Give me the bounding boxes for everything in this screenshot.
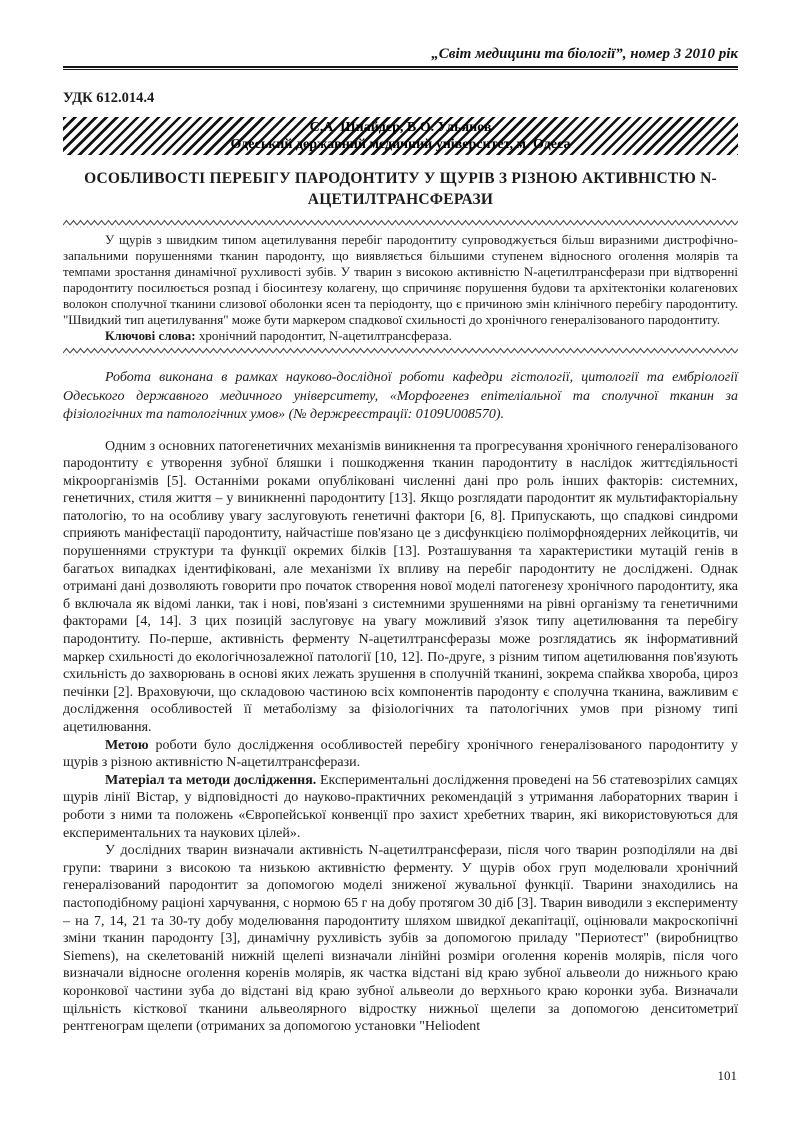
article-title: ОСОБЛИВОСТІ ПЕРЕБІГУ ПАРОДОНТИТУ У ЩУРІВ З РІЗНОЮ АКТИВНІСТЮ N-АЦЕТИЛТРАНСФЕРАЗИ xyxy=(84,170,717,208)
zigzag-pattern-icon xyxy=(63,219,738,228)
journal-header-line: „Світ медицини та біології”, номер 3 2010 рік xyxy=(431,46,738,62)
methods-text: Експериментальні дослідження проведені на 56 статевозрілих самцях щурів лінії Вістар, у відповідності до науково-практичних рекомендацій з утримання лабораторних тварин і роботи з ними та положень «Європейської конвенції про захист хребетних тварин, які використовуються для експериментальних та наукових цілей». xyxy=(63,772,738,841)
keywords-label: Ключові слова: xyxy=(105,328,196,343)
page-number: 101 xyxy=(717,1068,737,1083)
funding-note: Робота виконана в рамках науково-дослідної роботи кафедри гістології, цитології та ембріології Одеського державного медичного університету, «Морфогенез епітеліальної та сполучної тканин за фізіологічних та патологічних умов» (№ держреєстрації: 0109U008570). xyxy=(63,370,738,422)
body-paragraph-aim xyxy=(63,737,738,772)
aim-text: роботи було дослідження особливостей перебігу хронічного генералізованого пародонтиту у щурів з різною активністю N-ацетилтрансферази. xyxy=(63,737,738,771)
methods-lead-label: Матеріал та методи дослідження. xyxy=(105,772,317,788)
authors-band xyxy=(63,117,738,155)
zigzag-pattern-icon xyxy=(63,347,738,356)
udc-code: УДК 612.014.4 xyxy=(63,90,155,106)
zigzag-divider-top xyxy=(63,219,738,228)
abstract-paragraph: У щурів з швидким типом ацетилування перебіг пародонтиту супроводжується більш виразними дистрофічно-запальними порушеннями тканин пародонту, що виявляється більшими ступенем відносного оголення молярів та темпами зростання динамічної рухливості зубів. У тварин з високою активністю N-ацетилтрансферази при відтворенні пародонтиту посилюється розпад і біосинтезу колагену, що спричиняє порушення будови та архітектоніки колагенових волокон сполучної тканини слизової оболонки ясен та періодонту, що є причиною змін клінічного перебігу пародонтиту. "Швидкий тип ацетилування" може бути маркером спадкової схильності до хронічного генералізованого пародонтиту. xyxy=(63,232,738,327)
body-paragraph-intro: Одним з основних патогенетичних механізмів виникнення та прогресування хронічного генералізованого пародонтиту є утворення зубної бляшки і пошкодження тканин пародонтиту в наслідок життєдіяльності мікроорганізмів [5]. Останніми роками опубліковані численні дані про роль інших факторів: системних, генетичних, стиля життя – у виникненні пародонтиту [13]. Якщо розглядати пародонтит як мультифакторіальну патологію, то на особливу увагу заслуговують генетичні фактори [6, 8]. Припускають, що спадкові синдроми сприяють маніфестації пародонтиту, найчастіше пов'язано це з дисфункцією поліморфноядерних лейкоцитів, чи порушеннями структури та функції окремих білків [13]. Розташування та характеристики мутацій генів в багатьох випадках ідентифіковані, але механізми їх впливу на перебіг пародонтиту не досліджені. Однак отримані дані дозволяють говорити про початок створення нової моделі патогенезу хронічного пародонтиту, яка б включала як відомі ланки, так і нові, пов'язані з системними зрушеннями на рівні організму та генетичними факторами [4, 14]. З цих позицій заслуговує на увагу можливий з'язок типу ацетилювання та перебігу пародонтиту. По-перше, активність ферменту N-ацетилтрансферазы може розглядатись як інформативний маркер схильності до екологічнозалежної патології [10, 12]. По-друге, з різним типом ацетилювання пов'язують схильність до захворювань в основі яких лежать зрушення в сполучній тканині, зокрема спайква хвороба, цироз печінки [2]. Враховуючи, що складовою частиною всіх компонентів пародонту є сполучна тканина, важливим є дослідження особливостей її метаболізму за фізіологічних та патологічних умов при різному типі ацетилювання. xyxy=(63,438,738,735)
body-paragraph-methods xyxy=(63,772,738,842)
keywords-text: хронічний пародонтит, N-ацетилтрансфераза. xyxy=(195,328,452,343)
aim-lead-label: Метою xyxy=(105,737,149,753)
article-body xyxy=(63,438,738,1036)
zigzag-divider-bottom xyxy=(63,347,738,356)
body-paragraph-procedure: У дослідних тварин визначали активність N-ацетилтрансферази, після чого тварин розподіляли на дві групи: тварини з високою та низькою активністю ферменту. У щурів обох груп моделювали хронічний генералізований пародонтит за допомогою моделі зниженої жувальної функції. Тварини знаходились на пастоподібному раціоні харчування, с нормою 65 г на добу протягом 30 діб [3]. Тварин виводили з експерименту – на 7, 14, 21 та 30-ту добу моделювання пародонтиту шляхом швидкої декапітації, оцінювали макроскопічні зміни тканин пародонту [3], динамічну рухливість зубів за допомогою приладу "Периотест" (виробництво Siemens), на скелетованій нижній щелепі визначали лінійні розміри оголення коренів молярів, після чого визначали відносне оголення коренів молярів, як частка відстані від краю зубної альвеоли до нижнього краю коронкової частини зуба до відстані від краю зубної альвеоли до верхнього краю коронки зуба. Визначали щільність кісткової тканини альвеолярного відростку нижньої щелепи за допомогою денситометриї рентгенограм щелепи (отриманих за допомогою установки "Heliodent xyxy=(63,843,738,1035)
header-double-rule xyxy=(63,66,738,70)
authors-line: С.А. Шнайдер, В.О. Ульянов xyxy=(309,120,492,135)
page-content xyxy=(63,0,738,1036)
affiliation-line: Одеський державний медичний університет, м. Одеса xyxy=(230,137,571,152)
keywords-line xyxy=(63,328,738,344)
